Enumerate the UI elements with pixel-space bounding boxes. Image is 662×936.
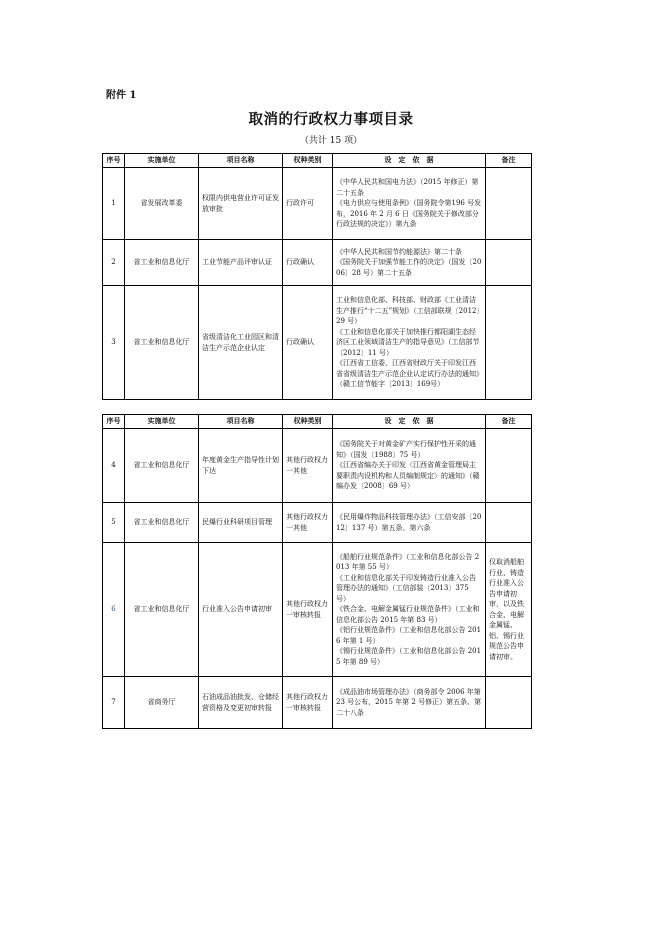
row-basis: 《船舶行业规范条件》（工业和信息化部公告 2013 年第 55 号） 《工业和信息化部关于印发铸造行业准入公告管理办法的通知》（工信部装〔2013〕375 号） 《铁合金、电解金属锰行业规范条件》（工业和信息化部公告 2015 年第 83 号） 《铝行业规范条件》（工业和信息化部公告 2016 年第 1 号） 《锡行业规范条件》（工业和信息化部公告 2015 年第 89 号）	[333, 543, 486, 677]
attachment-label: 附件 1	[106, 90, 137, 101]
row-kind: 行政许可	[283, 168, 333, 240]
table-row	[103, 429, 532, 503]
row-basis: 《国务院关于对黄金矿产实行保护性开采的通知》（国发〔1988〕75 号） 《江西省编办关于印发〈江西省黄金管理局主要职责内设机构和人员编制规定〉的通知》（赣编办发〔2008〕69 号）	[333, 429, 486, 503]
header-unit: 实施单位	[125, 154, 199, 168]
row-seq: 2	[103, 240, 125, 286]
document-title: 取消的行政权力事项目录	[248, 111, 414, 128]
row-note	[486, 240, 532, 286]
row-note	[486, 286, 532, 400]
row-item: 权限内供电营业许可证发放审批	[199, 168, 283, 240]
row-item: 省级清洁化工业园区和清洁生产示范企业认定	[199, 286, 283, 400]
row-basis: 工业和信息化部、科技部、财政部《工业清洁生产推行“十二五”规划》（工信部联规〔2012〕29 号） 《工业和信息化部关于加快推行都阳湖生态经济区工业领域清洁生产的指导意见》（工信部节〔2012〕11 号） 《江西省工信委，江西省财政厅关于印发江西省省级清洁生产示范企业认定试行办法的通知》（赣工信节能字〔2013〕169号）	[333, 286, 486, 400]
row-item: 行业准入公告申请初审	[199, 543, 283, 677]
table-row	[103, 168, 532, 240]
row-unit: 省商务厅	[125, 677, 199, 729]
header-basis: 设 定 依 据	[333, 154, 486, 168]
row-unit: 省工业和信息化厅	[125, 543, 199, 677]
row-note	[486, 503, 532, 543]
row-kind: 行政确认	[283, 240, 333, 286]
row-unit: 省工业和信息化厅	[125, 240, 199, 286]
row-note	[486, 677, 532, 729]
row-unit: 省工业和信息化厅	[125, 286, 199, 400]
row-note: 仅取消船舶行业、铸造行业准入公告申请初审，以及铁合金、电解金属锰、铝、锡行业规范公告申请初审。	[486, 543, 532, 677]
header-item: 项目名称	[199, 415, 283, 429]
header-kind: 权种类别	[283, 415, 333, 429]
row-item: 民爆行业科研项目管理	[199, 503, 283, 543]
row-item: 工业节能产品评审认证	[199, 240, 283, 286]
table-header-row	[103, 154, 532, 168]
power-items-table-page-2	[102, 414, 532, 729]
header-kind: 权种类别	[283, 154, 333, 168]
header-seq: 序号	[103, 154, 125, 168]
table-row	[103, 240, 532, 286]
row-basis: 《中华人民共和国节约能源法》第二十条 《国务院关于加强节能工作的决定》（国发〔2006〕28 号）第二十五条	[333, 240, 486, 286]
row-seq: 1	[103, 168, 125, 240]
table-row	[103, 286, 532, 400]
row-kind: 其他行政权力一审核转报	[283, 677, 333, 729]
row-kind: 其他行政权力一其他	[283, 503, 333, 543]
row-seq: 3	[103, 286, 125, 400]
row-seq: 6	[103, 543, 125, 677]
header-seq: 序号	[103, 415, 125, 429]
header-item: 项目名称	[199, 154, 283, 168]
row-seq: 7	[103, 677, 125, 729]
row-item: 石油成品油批发、仓储经营资格及变更初审转报	[199, 677, 283, 729]
table-row	[103, 503, 532, 543]
row-basis: 《民用爆炸物品科技管理办法》（工信安部〔2012〕137 号）第五条、第六条	[333, 503, 486, 543]
row-seq: 5	[103, 503, 125, 543]
table-row	[103, 677, 532, 729]
table-header-row	[103, 415, 532, 429]
document-subtitle: （共计 15 项）	[299, 136, 363, 146]
power-items-table-page-1	[102, 153, 532, 400]
row-kind: 其他行政权力一审核转报	[283, 543, 333, 677]
row-basis: 《中华人民共和国电力法》（2015 年修正）第二十五条 《电力供应与使用条例》（国务院令第196 号发布，2016 年 2 月 6 日《国务院关于修改部分行政法规的决定》）第九条	[333, 168, 486, 240]
row-note	[486, 429, 532, 503]
row-kind: 行政确认	[283, 286, 333, 400]
header-note: 备注	[486, 415, 532, 429]
row-unit: 省工业和信息化厅	[125, 503, 199, 543]
row-basis: 《成品油市场管理办法》（商务部令 2006 年第 23 号公布，2015 年第 2 号修正）第五条、第二十八条	[333, 677, 486, 729]
header-basis: 设 定 依 据	[333, 415, 486, 429]
row-unit: 省发展改革委	[125, 168, 199, 240]
row-unit: 省工业和信息化厅	[125, 429, 199, 503]
table-row	[103, 543, 532, 677]
row-kind: 其他行政权力一其他	[283, 429, 333, 503]
header-unit: 实施单位	[125, 415, 199, 429]
header-note: 备注	[486, 154, 532, 168]
row-note	[486, 168, 532, 240]
row-item: 年度黄金生产指导性计划下达	[199, 429, 283, 503]
row-seq: 4	[103, 429, 125, 503]
